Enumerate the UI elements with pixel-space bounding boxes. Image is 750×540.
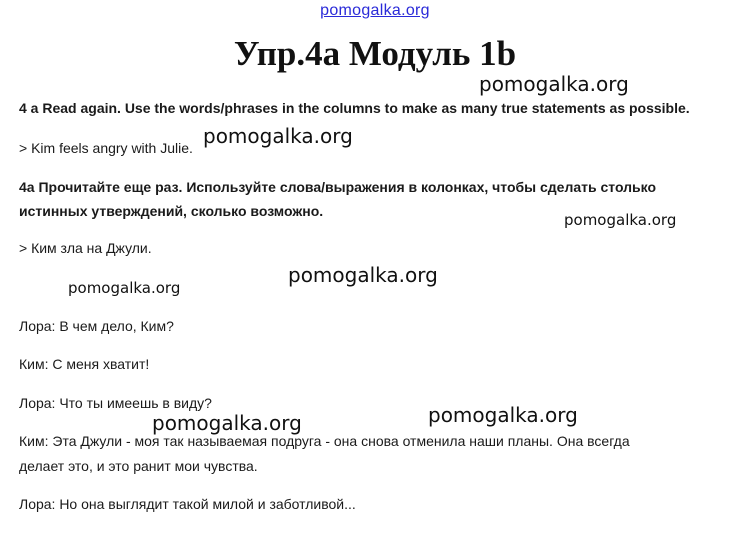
dialogue-line-4a: Ким: Эта Джули - моя так называемая подруга - она снова отменила наши планы. Она всегда	[19, 433, 630, 449]
watermark: pomogalka.org	[479, 72, 629, 96]
watermark: pomogalka.org	[288, 263, 438, 287]
dialogue-line-5: Лора: Но она выглядит такой милой и заботливой...	[19, 496, 356, 512]
english-instruction: 4 a Read again. Use the words/phrases in the columns to make as many true statements as possible.	[19, 100, 690, 116]
dialogue-line-4b: делает это, и это ранит мои чувства.	[19, 458, 258, 474]
dialogue-line-3: Лора: Что ты имеешь в виду?	[19, 395, 212, 411]
dialogue-line-2: Ким: С меня хватит!	[19, 356, 150, 372]
watermark: pomogalka.org	[564, 211, 677, 229]
russian-example: > Ким зла на Джули.	[19, 240, 152, 256]
watermark: pomogalka.org	[68, 279, 181, 297]
site-link[interactable]: pomogalka.org	[320, 2, 430, 19]
russian-instruction-line-1: 4а Прочитайте еще раз. Используйте слова/выражения в колонках, чтобы сделать столько	[19, 179, 657, 195]
watermark: pomogalka.org	[203, 124, 353, 148]
watermark: pomogalka.org	[152, 411, 302, 435]
russian-instruction-line-2: истинных утверждений, сколько возможно.	[19, 203, 324, 219]
dialogue-line-1: Лора: В чем дело, Ким?	[19, 318, 174, 334]
watermark: pomogalka.org	[428, 403, 578, 427]
english-example: > Kim feels angry with Julie.	[19, 140, 193, 156]
page-title: Упр.4а Модуль 1b	[233, 34, 517, 73]
